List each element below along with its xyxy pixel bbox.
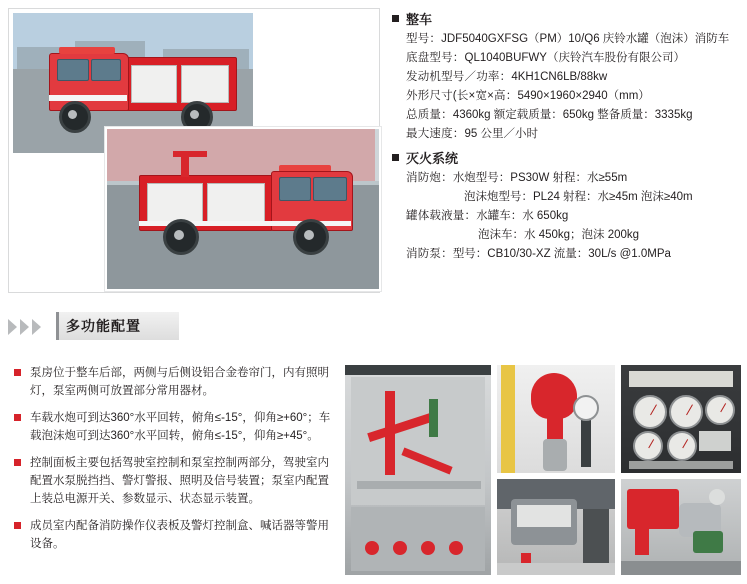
feature-photo-grid: [344, 364, 738, 576]
feature-text: 成员室内配备消防操作仪表板及警灯控制盒、喊话器等警用设备。: [30, 520, 329, 550]
truck-side-photo: [105, 127, 381, 291]
features-section: [0, 358, 747, 584]
spec-row: [406, 226, 742, 245]
spec-key: 消防泵：: [406, 248, 453, 260]
spec-rows-vehicle: [392, 30, 742, 144]
spec-key: 发动机型号／功率：: [406, 71, 512, 83]
list-item: [14, 517, 332, 553]
bullet-square-icon: [14, 414, 21, 421]
pump-control-panel-photo: [620, 364, 742, 474]
spec-row: [406, 68, 742, 87]
spec-value: 4360kg 额定载质量：650kg 整备质量：3335kg: [452, 109, 693, 121]
spec-key: 外形尺寸(长×宽×高：: [406, 90, 518, 102]
spec-key: 罐体载液量：: [406, 210, 477, 222]
list-item: [14, 454, 332, 508]
spec-heading-fire-system: [392, 149, 742, 168]
bullet-square-icon: [14, 459, 21, 466]
feature-text: 车载水炮可到达360°水平回转，俯角≤-15°，仰角≥+60°；车载泡沫炮可到达360°水平回转，俯角≤-15°，仰角≥+45°。: [30, 412, 331, 442]
bullet-square-icon: [14, 522, 21, 529]
spec-key: 最大速度：: [406, 128, 465, 140]
spec-value: 4KH1CN6LB/88kw: [511, 71, 608, 83]
chevrons-icon: [8, 318, 50, 335]
spec-row: [406, 49, 742, 68]
banner-title: 多功能配置: [66, 318, 141, 334]
spec-key: 底盘型号：: [406, 52, 465, 64]
cab-console-photo: [496, 478, 616, 576]
spec-row: [406, 207, 742, 226]
spec-value: 泡沫炮型号：PL24 射程：水≥45m 泡沫≥40m: [464, 191, 693, 203]
water-monitor-photo: [496, 364, 616, 474]
spec-row: [406, 245, 742, 264]
spec-key: 型号：: [406, 33, 442, 45]
spec-heading-vehicle: [392, 10, 742, 29]
spec-value: QL1040BUFWY（庆铃汽车股份有限公司）: [464, 52, 685, 64]
pump-engine-photo: [620, 478, 742, 576]
feature-list: [14, 364, 332, 562]
feature-text: 泵房位于整车后部，两侧与后侧设铝合金卷帘门，内有照明灯，泵室两侧可放置部分常用器材。: [30, 367, 329, 397]
spec-heading-label: 整车: [406, 12, 433, 27]
spec-row: [406, 30, 742, 49]
feature-text: 控制面板主要包括驾驶室控制和泵室控制两部分，驾驶室内配置水泵脱挡挡、警灯警报、照明及信号装置；泵室内配置上装总电源开关、参数显示、状态显示装置。: [30, 457, 329, 505]
spec-value: JDF5040GXFSG（PM）10/Q6 庆铃水罐（泡沫）消防车: [441, 33, 730, 45]
spec-value: 水罐车：水 650kg: [476, 210, 569, 222]
pump-room-photo: [344, 364, 492, 576]
bullet-square-icon: [392, 15, 399, 22]
list-item: [14, 364, 332, 400]
spec-row: [406, 106, 742, 125]
specification-block: [392, 10, 742, 264]
bullet-square-icon: [14, 369, 21, 376]
spec-rows-fire-system: [392, 169, 742, 264]
spec-value: 95 公里／小时: [464, 128, 538, 140]
spec-row: [406, 188, 742, 207]
bullet-square-icon: [392, 154, 399, 161]
spec-heading-label: 灭火系统: [406, 151, 459, 166]
spec-row: [406, 169, 742, 188]
vehicle-photo-panel: [8, 8, 380, 293]
spec-value: 型号：CB10/30-XZ 流量：30L/s @1.0MPa: [452, 248, 671, 260]
list-item: [14, 409, 332, 445]
spec-value: 水炮型号：PS30W 射程：水≥55m: [452, 172, 628, 184]
spec-value: 泡沫车：水 450kg；泡沫 200kg: [478, 229, 640, 241]
spec-key: 总质量：: [406, 109, 453, 121]
spec-value: 5490×1960×2940（mm）: [517, 90, 650, 102]
spec-row: [406, 125, 742, 144]
spec-key: 消防炮：: [406, 172, 453, 184]
spec-row: [406, 87, 742, 106]
section-banner: [0, 312, 747, 342]
